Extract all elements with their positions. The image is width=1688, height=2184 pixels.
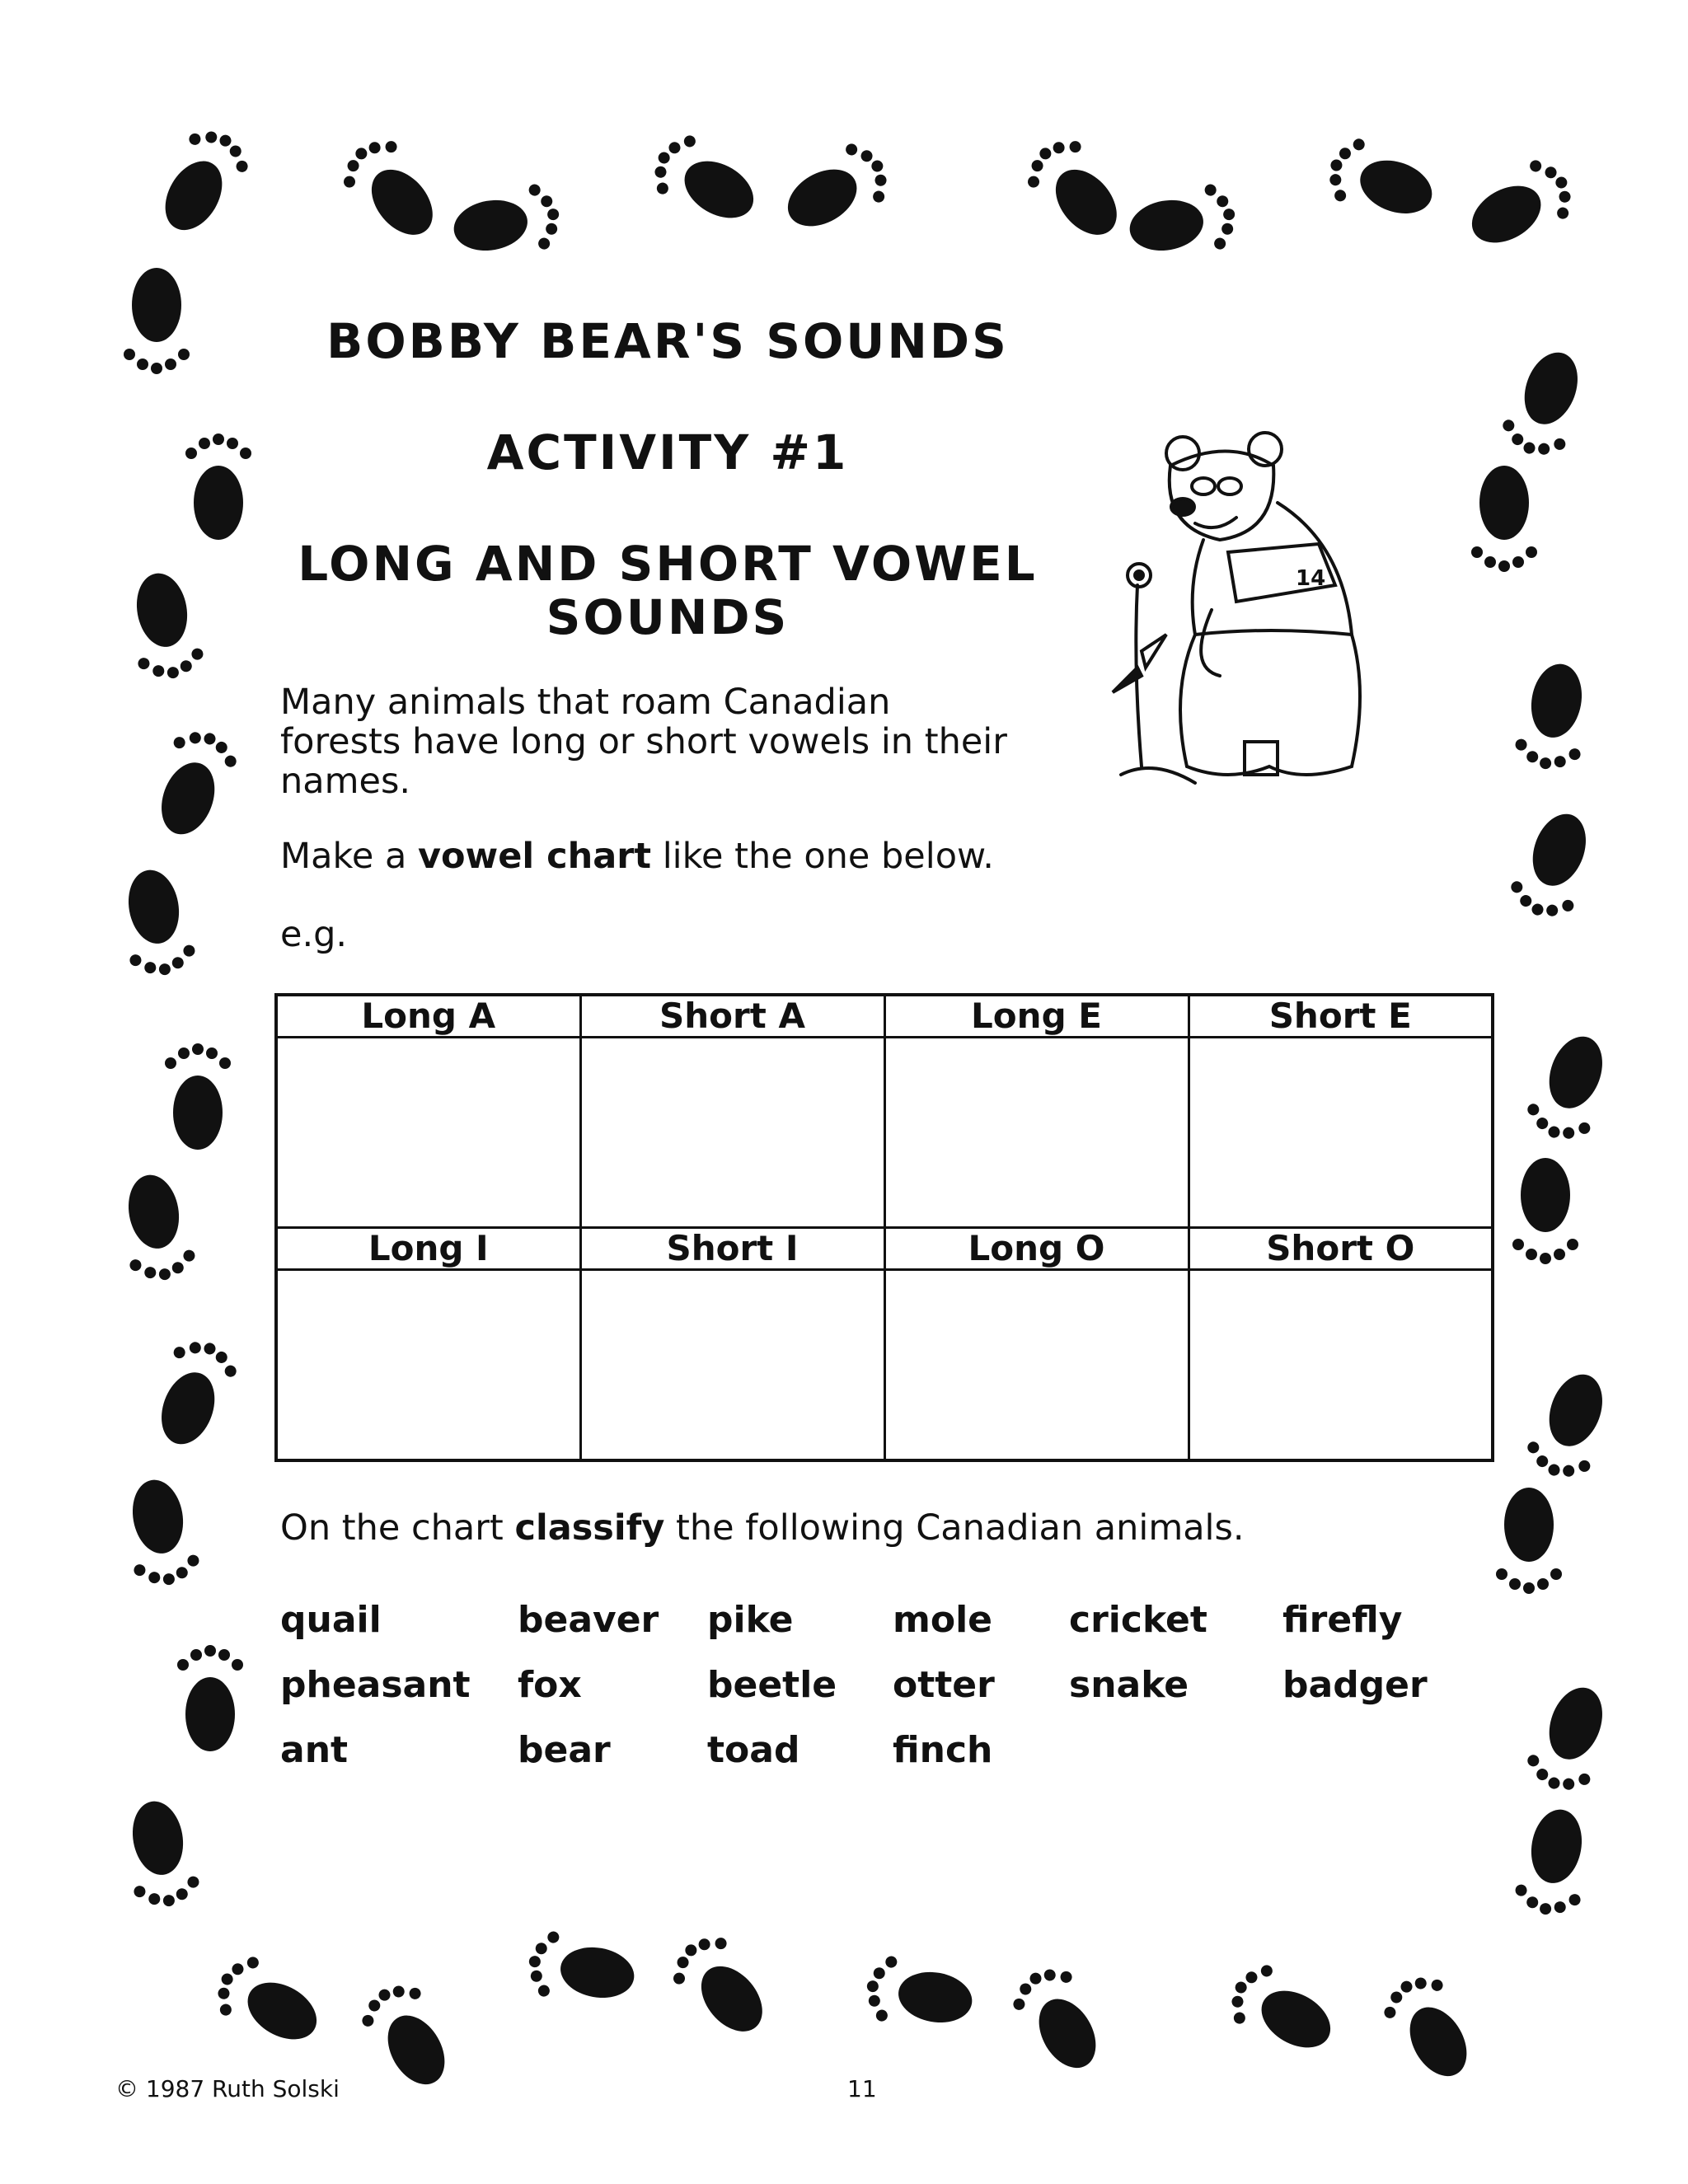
paw-print-icon: [517, 1915, 646, 2025]
chart-header-long-e: Long E: [884, 995, 1189, 1038]
paw-print-icon: [131, 713, 256, 852]
classify-bold: classify: [514, 1507, 665, 1549]
animal-word: firefly: [1282, 1599, 1403, 1641]
paw-print-icon: [764, 121, 909, 257]
paw-print-icon: [991, 1947, 1127, 2092]
chart-cell: [884, 1038, 1189, 1228]
paw-print-icon: [152, 1038, 243, 1154]
vowel-chart: [274, 993, 1494, 1462]
example-label: e.g.: [280, 914, 348, 955]
paw-print-icon: [1362, 1955, 1498, 2100]
animal-word: pike: [707, 1599, 794, 1641]
animal-word: toad: [707, 1729, 800, 1771]
chart-header-long-a: Long A: [276, 995, 580, 1038]
paw-print-icon: [102, 1164, 212, 1293]
paw-print-icon: [134, 109, 270, 254]
paw-print-icon: [106, 1469, 216, 1598]
paw-print-icon: [1484, 1483, 1574, 1599]
animal-word: beetle: [707, 1664, 837, 1706]
animal-word: beaver: [518, 1599, 659, 1641]
chart-cell: [580, 1270, 884, 1461]
subtitle-line-1: LONG AND SHORT VOWEL: [298, 536, 1038, 592]
paw-print-icon: [340, 1963, 476, 2108]
paw-print-icon: [1311, 119, 1450, 243]
chart-header-short-e: Short E: [1189, 995, 1493, 1038]
paw-print-icon: [1500, 1154, 1591, 1269]
intro-paragraph: [280, 682, 1007, 801]
svg-text:14: 14: [1296, 566, 1326, 591]
chart-header-short-o: Short O: [1189, 1228, 1493, 1270]
paw-print-icon: [1483, 334, 1607, 473]
animal-word: bear: [518, 1729, 611, 1771]
chart-cell: [580, 1038, 884, 1228]
chart-cell: [276, 1038, 580, 1228]
paw-print-icon: [195, 1934, 340, 2070]
intro-line-2: forests have long or short vowels in their: [280, 721, 1007, 762]
copyright-notice: © 1987 Ruth Solski: [115, 2075, 340, 2102]
animal-word: ant: [280, 1729, 349, 1771]
animal-word: fox: [518, 1664, 582, 1706]
instruction-post: like the one below.: [651, 836, 994, 877]
paw-print-icon: [855, 1940, 984, 2050]
paw-print-icon: [1459, 462, 1550, 577]
paw-print-icon: [1507, 1018, 1632, 1157]
chart-header-short-a: Short A: [580, 995, 884, 1038]
intro-line-1: Many animals that roam Canadian: [280, 682, 891, 723]
paw-print-icon: [1118, 168, 1248, 278]
paw-print-icon: [443, 168, 572, 278]
animal-word: cricket: [1069, 1599, 1207, 1641]
paw-print-icon: [1499, 1798, 1609, 1928]
animal-word: badger: [1282, 1664, 1428, 1706]
activity-label: ACTIVITY #1: [486, 424, 849, 480]
paw-print-icon: [1448, 138, 1593, 274]
chart-header-short-i: Short I: [580, 1228, 884, 1270]
paw-print-icon: [1507, 1669, 1632, 1808]
classify-pre: On the chart: [280, 1507, 515, 1549]
paw-print-icon: [131, 1323, 256, 1462]
animal-word: mole: [893, 1599, 992, 1641]
chart-header-long-i: Long I: [276, 1228, 580, 1270]
chart-header-long-o: Long O: [884, 1228, 1189, 1270]
subtitle-line-2: SOUNDS: [546, 589, 790, 645]
paw-print-icon: [1491, 795, 1615, 935]
paw-print-icon: [1507, 1356, 1632, 1495]
animal-word: otter: [893, 1664, 995, 1706]
page-title: BOBBY BEAR'S SOUNDS: [326, 313, 1009, 369]
paw-print-icon: [632, 113, 777, 249]
paw-print-icon: [1499, 653, 1609, 782]
paw-print-icon: [1209, 1943, 1354, 2079]
chart-cell: [276, 1270, 580, 1461]
instruction-text: [280, 837, 994, 876]
chart-cell: [1189, 1270, 1493, 1461]
instruction-bold: vowel chart: [417, 836, 652, 877]
bear-illustration: [1104, 420, 1385, 816]
intro-line-3: names.: [280, 761, 411, 802]
animal-word: snake: [1069, 1664, 1189, 1706]
animal-word: quail: [280, 1599, 382, 1641]
chart-cell: [1189, 1038, 1493, 1228]
animal-word: pheasant: [280, 1664, 471, 1706]
paw-print-icon: [102, 859, 212, 988]
instruction-pre: Make a: [280, 836, 418, 877]
animal-word: finch: [893, 1729, 993, 1771]
page-number: 11: [847, 2075, 877, 2102]
paw-print-icon: [106, 1790, 216, 1919]
chart-cell: [884, 1270, 1189, 1461]
classify-post: the following Canadian animals.: [664, 1507, 1245, 1549]
classify-instruction: [280, 1508, 1245, 1548]
paw-print-icon: [649, 1913, 793, 2060]
paw-print-icon: [165, 1640, 256, 1755]
